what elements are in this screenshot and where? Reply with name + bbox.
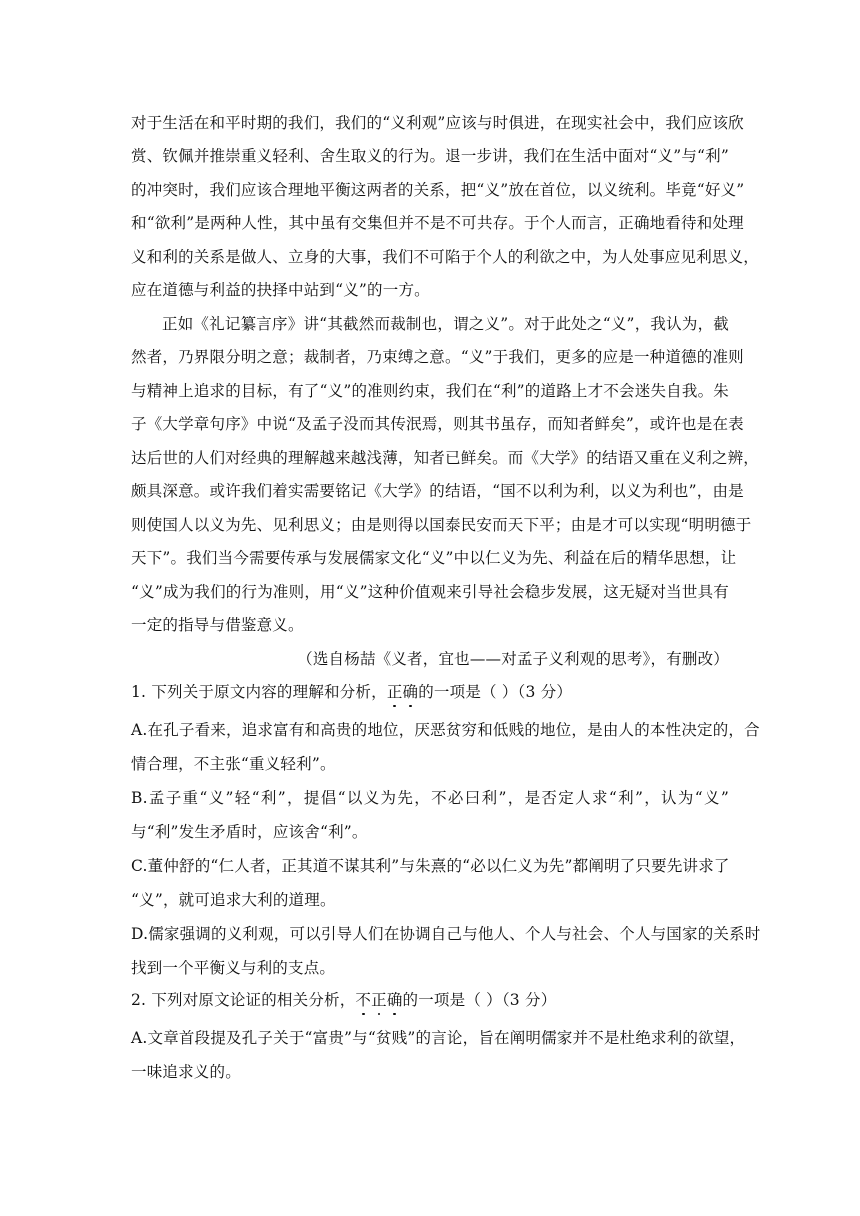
option-a-line: 一味追求义的。 — [131, 1063, 241, 1081]
option-c-line: “义”，就可追求大利的道理。 — [131, 891, 336, 909]
emphasis-dot-char: 不 — [355, 991, 372, 1009]
passage-line: 颇具深意。或许我们着实需要铭记《大学》的结语，“国不以利为利，以义为利也”，由是 — [131, 482, 744, 500]
passage-line: 则使国人以义为先、见利思义；由是则得以国泰民安而天下平；由是才可以实现“明明德于 — [131, 516, 752, 534]
question-stem-text: 的一项是（ ）（3 分） — [402, 991, 557, 1009]
passage-line: 义和利的关系是做人、立身的大事，我们不可陷于个人的利欲之中，为人处事应见利思义， — [131, 248, 760, 266]
option-c-line: C.董仲舒的“仁人者，正其道不谋其利”与朱熹的“必以仁义为先”都阐明了只要先讲求了 — [131, 857, 730, 875]
passage-line: “义”成为我们的行为准则，用“义”这种价值观来引导社会稳步发展，这无疑对当世具有 — [131, 583, 729, 601]
passage-line: 与精神上追求的目标，有了“义”的准则约束，我们在“利”的道路上才不会迷失自我。朱 — [131, 382, 729, 400]
passage-line: 子《大学章句序》中说“及孟子没而其传泯焉，则其书虽存，而知者鲜矣”，或许也是在表 — [131, 415, 744, 433]
option-b-line: 与“利”发生矛盾时，应该舍“利”。 — [131, 823, 368, 841]
emphasis-dot-char: 正 — [371, 991, 387, 1009]
passage-line: 然者，乃界限分明之意；裁制者，乃束缚之意。“义”于我们，更多的应是一种道德的准则 — [131, 348, 744, 366]
passage-line: 对于生活在和平时期的我们，我们的“义利观”应该与时俱进，在现实社会中，我们应该欣 — [131, 114, 744, 132]
option-d-line: D.儒家强调的义利观，可以引导人们在协调自己与他人、个人与社会、个人与国家的关系时 — [131, 925, 761, 943]
question-2-stem — [131, 990, 729, 1010]
passage-line: 的冲突时，我们应该合理地平衡这两者的关系，把“义”放在首位，以义统利。毕竟“好义” — [131, 181, 745, 199]
option-a-line: A.文章首段提及孔子关于“富贵”与“贫贱”的言论，旨在阐明儒家并不是杜绝求利的欲望， — [131, 1029, 746, 1047]
question-stem-text: 的一项是（ ）（3 分） — [418, 683, 573, 701]
emphasis-dot-char: 正 — [386, 683, 403, 701]
emphasis-dot-char: 确 — [386, 991, 403, 1009]
option-a-line: 情合理，不主张“重义轻利”。 — [131, 755, 336, 773]
passage-line: 一定的指导与借鉴意义。 — [131, 616, 304, 634]
emphasis-dot-char: 确 — [402, 683, 419, 701]
option-b-line: B.孟子重“义”轻“利”，提倡“以义为先，不必曰利”，是否定人求“利”，认为“义” — [131, 789, 729, 807]
source-citation: （选自杨喆《义者，宜也——对孟子义利观的思考》，有删改） — [297, 650, 729, 668]
passage-line: 正如《礼记纂言序》讲“其截然而裁制也，谓之义”。对于此处之“义”，我认为，截 — [162, 315, 729, 333]
passage-line: 应在道德与利益的抉择中站到“义”的一方。 — [131, 281, 430, 299]
passage-line: 和“欲利”是两种人性，其中虽有交集但并不是不可共存。于个人而言，正确地看待和处理 — [131, 214, 744, 232]
option-d-line: 找到一个平衡义与利的支点。 — [131, 959, 336, 977]
option-a-line: A.在孔子看来，追求富有和高贵的地位，厌恶贫穷和低贱的地位，是由人的本性决定的，合 — [131, 721, 760, 739]
question-stem-text: 2. 下列对原文论证的相关分析， — [131, 991, 356, 1009]
question-1-stem — [131, 682, 729, 702]
passage-line: 赏、钦佩并推崇重义轻利、舍生取义的行为。退一步讲，我们在生活中面对“义”与“利” — [131, 147, 729, 165]
passage-line: 天下”。我们当今需要传承与发展儒家文化“义”中以仁义为先、利益在后的精华思想，让 — [131, 549, 737, 567]
passage-line: 达后世的人们对经典的理解越来越浅薄，知者已鲜矣。而《大学》的结语又重在义利之辨， — [131, 449, 760, 467]
question-stem-text: 1. 下列关于原文内容的理解和分析， — [131, 683, 387, 701]
